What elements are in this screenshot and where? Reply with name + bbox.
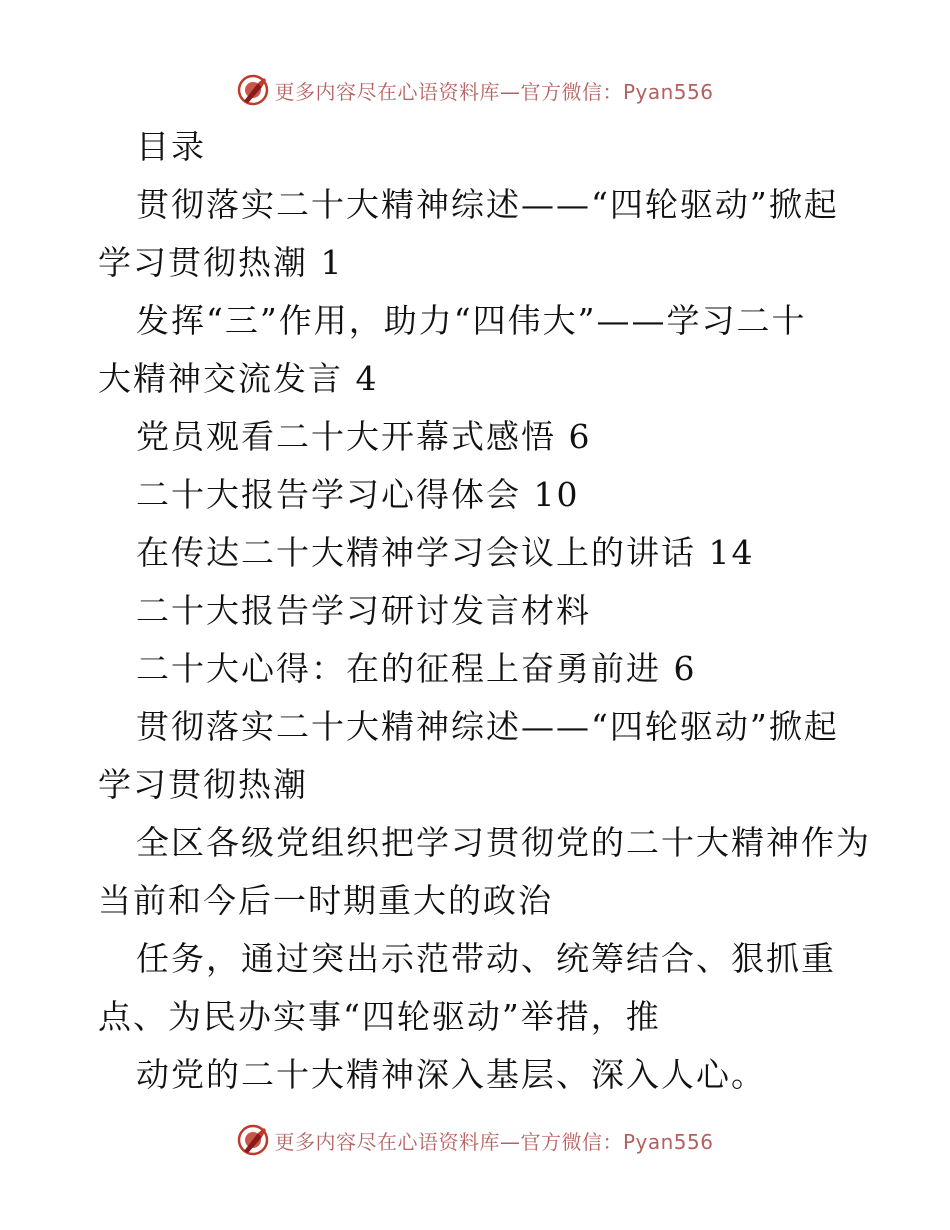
toc-entry-6: 二十大报告学习研讨发言材料 (136, 591, 591, 630)
footer-watermark (0, 1120, 950, 1160)
toc-heading: 目录 (136, 127, 206, 166)
header-watermark (0, 70, 950, 110)
toc-entry-2-line-1: 发挥“三”作用，助力“四伟大”——学习二十 (136, 301, 807, 340)
toc-entry-7: 二十大心得：在的征程上奋勇前进 6 (136, 649, 697, 688)
toc-entry-4: 二十大报告学习心得体会 10 (136, 475, 580, 514)
paragraph-line-4: 点、为民办实事“四轮驱动”举措，推 (98, 997, 661, 1036)
toc-entry-3: 党员观看二十大开幕式感悟 6 (136, 417, 592, 456)
paragraph-line-1: 全区各级党组织把学习贯彻党的二十大精神作为 (136, 823, 871, 862)
toc-entry-1-line-1: 贯彻落实二十大精神综述——“四轮驱动”掀起 (136, 185, 839, 224)
pen-nib-logo-icon (236, 1123, 270, 1157)
paragraph-line-5: 动党的二十大精神深入基层、深入人心。 (136, 1055, 766, 1094)
toc-entry-5: 在传达二十大精神学习会议上的讲话 14 (136, 533, 755, 572)
paragraph-line-2: 当前和今后一时期重大的政治 (98, 881, 553, 920)
toc-entry-1-line-2: 学习贯彻热潮 1 (98, 243, 344, 282)
article-title-line-1: 贯彻落实二十大精神综述——“四轮驱动”掀起 (136, 707, 839, 746)
paragraph-line-3: 任务，通过突出示范带动、统筹结合、狠抓重 (136, 939, 836, 978)
pen-nib-logo-icon (236, 73, 270, 107)
watermark-text: 更多内容尽在心语资料库—官方微信：Pyan556 (274, 1129, 714, 1154)
toc-entry-2-line-2: 大精神交流发言 4 (98, 359, 379, 398)
article-title-line-2: 学习贯彻热潮 (98, 765, 308, 804)
watermark-text: 更多内容尽在心语资料库—官方微信：Pyan556 (274, 79, 714, 104)
